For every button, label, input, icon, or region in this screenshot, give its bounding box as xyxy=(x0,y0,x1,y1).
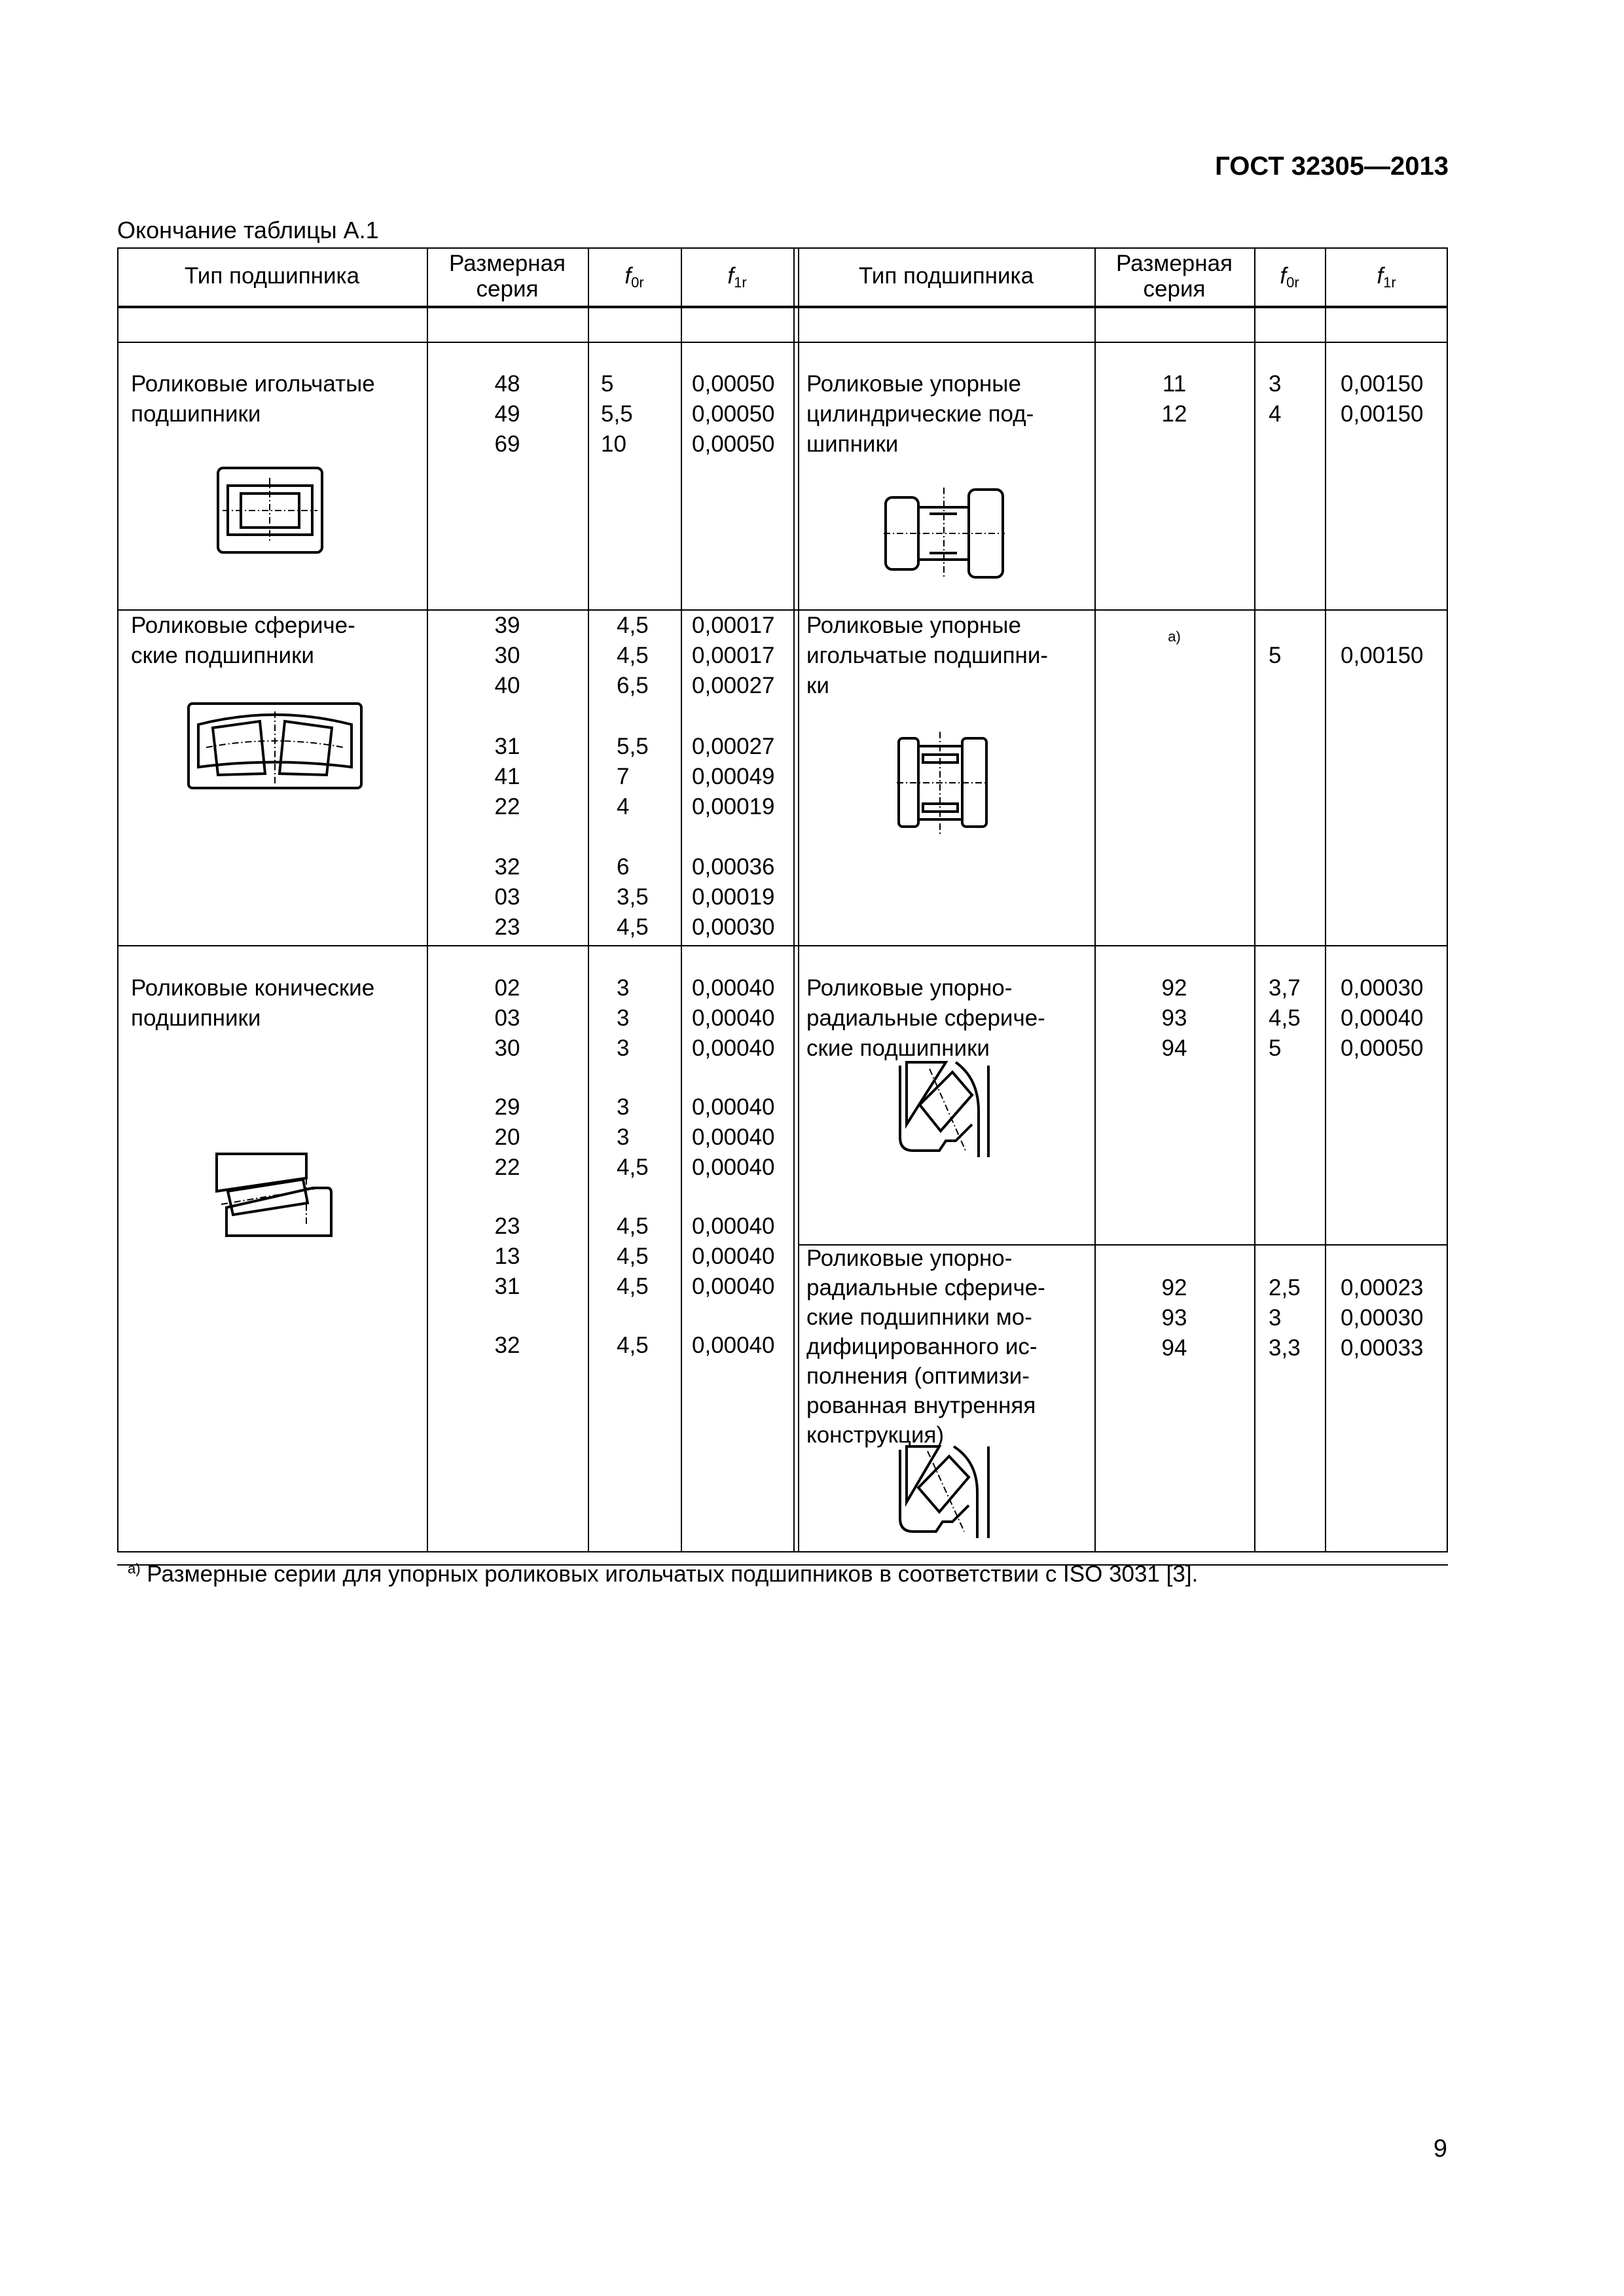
row-thrust-spherical-series: 92 93 94 xyxy=(1161,975,1187,1061)
col-header-series-right: Размерная серия xyxy=(1115,251,1233,302)
row-tapered-series-c: 23 13 31 xyxy=(494,1213,520,1299)
col-header-f0-left: $f_{0r}$ xyxy=(624,263,644,291)
col-header-type-left: Тип подшипника xyxy=(184,263,360,289)
spherical-roller-bearing-icon xyxy=(187,702,363,790)
table-footnote: $^{а)}$ Размерные серии для упорных роликовых игольчатых подшипников в соответствии с ISO 3031 [3]. xyxy=(128,1560,1199,1587)
bearing-factors-table xyxy=(117,247,1448,1566)
row-spherical-series-b: 31 41 22 xyxy=(494,734,520,819)
row-tapered-f0-a: 3 3 3 xyxy=(617,975,630,1061)
col-header-f0-right: $f_{0r}$ xyxy=(1280,263,1299,291)
row-tapered-f1-a: 0,00040 0,00040 0,00040 xyxy=(692,975,775,1061)
row-needle-f0: 5 5,5 10 xyxy=(601,371,633,457)
row-spherical-name: Роликовые сфериче- ские подшипники xyxy=(131,613,355,668)
row-needle-name: Роликовые игольчатые подшипники xyxy=(131,371,375,427)
row-tapered-f1-c: 0,00040 0,00040 0,00040 xyxy=(692,1213,775,1299)
row-spherical-series-c: 32 03 23 xyxy=(494,854,520,940)
row-thrust-cyl-f1: 0,00150 0,00150 xyxy=(1341,371,1424,427)
row-spherical-f1-c: 0,00036 0,00019 0,00030 xyxy=(692,854,775,940)
row-thrust-cyl-f0: 3 4 xyxy=(1269,371,1282,427)
row-tapered-f0-b: 3 3 4,5 xyxy=(617,1094,649,1180)
document-header: ГОСТ 32305—2013 xyxy=(1215,152,1449,181)
row-thrust-spherical-mod-f1: 0,00023 0,00030 0,00033 xyxy=(1341,1275,1424,1361)
row-needle-series: 48 49 69 xyxy=(494,371,520,457)
col-header-type-right: Тип подшипника xyxy=(858,263,1034,289)
row-tapered-f0-c: 4,5 4,5 4,5 xyxy=(617,1213,649,1299)
spherical-thrust-roller-bearing-icon xyxy=(893,1059,995,1157)
row-thrust-cyl-series: 11 12 xyxy=(1161,371,1187,427)
col-header-f1-right: $f_{1r}$ xyxy=(1377,263,1396,291)
row-spherical-f0-b: 5,5 7 4 xyxy=(617,734,649,819)
row-tapered-series-a: 02 03 30 xyxy=(494,975,520,1061)
row-thrust-spherical-f0: 3,7 4,5 5 xyxy=(1269,975,1301,1061)
row-thrust-needle-f1: 0,00150 xyxy=(1341,643,1424,668)
row-thrust-needle-f0: 5 xyxy=(1269,643,1282,668)
tapered-roller-bearing-icon xyxy=(215,1152,333,1240)
row-thrust-needle-series-note: а) xyxy=(1168,628,1181,645)
row-thrust-spherical-mod-name: Роликовые упорно- радиальные сфериче- ские подшипники мо- дифицированного ис- полнения (оптимизи- рованная внутренняя конструкция) xyxy=(806,1246,1045,1448)
row-tapered-f1-b: 0,00040 0,00040 0,00040 xyxy=(692,1094,775,1180)
row-thrust-cyl-name: Роликовые упорные цилиндрические под- шипники xyxy=(806,371,1034,457)
row-thrust-spherical-mod-f0: 2,5 3 3,3 xyxy=(1269,1275,1301,1361)
row-tapered-f1-d: 0,00040 xyxy=(692,1333,775,1358)
needle-roller-bearing-icon xyxy=(216,466,324,554)
col-header-series-left: Размерная серия xyxy=(448,251,566,302)
row-tapered-f0-d: 4,5 xyxy=(617,1333,649,1358)
row-spherical-f0-a: 4,5 4,5 6,5 xyxy=(617,613,649,698)
row-thrust-spherical-name: Роликовые упорно- радиальные сфериче- ские подшипники xyxy=(806,975,1045,1061)
row-spherical-f1-b: 0,00027 0,00049 0,00019 xyxy=(692,734,775,819)
table-caption: Окончание таблицы А.1 xyxy=(117,217,379,243)
row-tapered-name: Роликовые конические подшипники xyxy=(131,975,375,1031)
thrust-cylindrical-roller-bearing-icon xyxy=(884,488,1005,579)
col-header-f1-left: $f_{1r}$ xyxy=(727,263,747,291)
page-number: 9 xyxy=(1433,2135,1447,2162)
modified-spherical-thrust-roller-bearing-icon xyxy=(893,1443,995,1538)
row-spherical-f1-a: 0,00017 0,00017 0,00027 xyxy=(692,613,775,698)
row-thrust-needle-name: Роликовые упорные игольчатые подшипни- ки xyxy=(806,613,1049,698)
row-tapered-series-d: 32 xyxy=(494,1333,520,1358)
row-tapered-series-b: 29 20 22 xyxy=(494,1094,520,1180)
row-needle-f1: 0,00050 0,00050 0,00050 xyxy=(692,371,775,457)
row-thrust-spherical-mod-series: 92 93 94 xyxy=(1161,1275,1187,1361)
thrust-needle-roller-bearing-icon xyxy=(897,732,988,836)
row-thrust-spherical-f1: 0,00030 0,00040 0,00050 xyxy=(1341,975,1424,1061)
row-spherical-series-a: 39 30 40 xyxy=(494,613,520,698)
row-spherical-f0-c: 6 3,5 4,5 xyxy=(617,854,649,940)
